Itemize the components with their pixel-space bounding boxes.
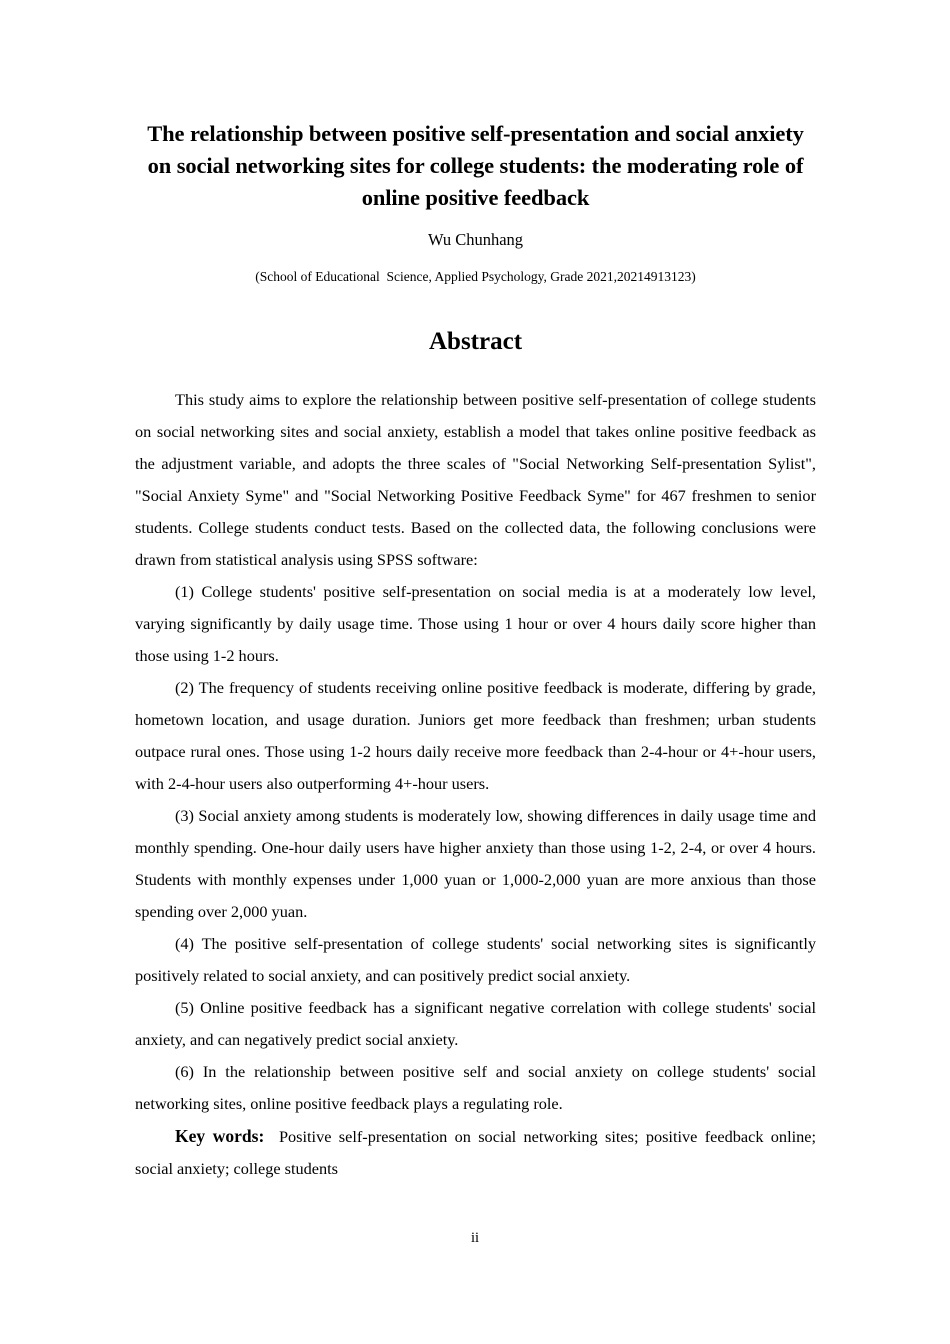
keywords-section bbox=[135, 1120, 816, 1185]
author-name: Wu Chunhang bbox=[427, 230, 524, 249]
abstract-paragraph: (5) Online positive feedback has a significant negative correlation with college students' social anxiety, and can negatively predict social anxiety. bbox=[135, 998, 816, 1049]
page-number: ii bbox=[470, 1230, 480, 1246]
keywords-spacer bbox=[264, 1127, 279, 1146]
author-affiliation: (School of Educational Science, Applied Psychology, Grade 2021,20214913123) bbox=[255, 269, 696, 284]
page-content bbox=[135, 0, 816, 1185]
keywords-value: Positive self-presentation on social networking sites; positive feedback online; social anxiety; college students bbox=[135, 1127, 817, 1178]
abstract-paragraph: (2) The frequency of students receiving online positive feedback is moderate, differing by grade, hometown location, and usage duration. Juniors get more feedback than freshmen; urban students outpace rural ones. Those using 1-2 hours daily receive more feedback than 2-4-hour or 4+-hour users, with 2-4-hour users also outperforming 4+-hour users. bbox=[135, 678, 816, 793]
abstract-paragraph: (3) Social anxiety among students is moderately low, showing differences in daily usage time and monthly spending. One-hour daily users have higher anxiety than those using 1-2, 2-4, or over 4 hours. Students with monthly expenses under 1,000 yuan or 1,000-2,000 yuan are more anxious than those spending over 2,000 yuan. bbox=[135, 806, 816, 921]
abstract-paragraph: This study aims to explore the relationship between positive self-presentation of college students on social networking sites and social anxiety, establish a model that takes online positive feedback as the adjustment variable, and adopts the three scales of "Social Networking Self-presentation Sylist", "Social Anxiety Syme" and "Social Networking Positive Feedback Syme" for 467 freshmen to senior students. College students conduct tests. Based on the collected data, the following conclusions were drawn from statistical analysis using SPSS software: bbox=[135, 390, 816, 569]
page-title: The relationship between positive self-presentation and social anxiety on social networking sites for college students: the moderating role of online positive feedback bbox=[147, 121, 804, 210]
abstract-paragraph: (6) In the relationship between positive self and social anxiety on college students' social networking sites, online positive feedback plays a regulating role. bbox=[135, 1062, 816, 1113]
abstract-heading: Abstract bbox=[428, 328, 523, 355]
keywords-label: Key words: bbox=[175, 1126, 265, 1146]
abstract-paragraph: (4) The positive self-presentation of college students' social networking sites is significantly positively related to social anxiety, and can positively predict social anxiety. bbox=[135, 934, 816, 985]
abstract-paragraph: (1) College students' positive self-presentation on social media is at a moderately low level, varying significantly by daily usage time. Those using 1 hour or over 4 hours daily score higher than those using 1-2 hours. bbox=[135, 582, 816, 665]
